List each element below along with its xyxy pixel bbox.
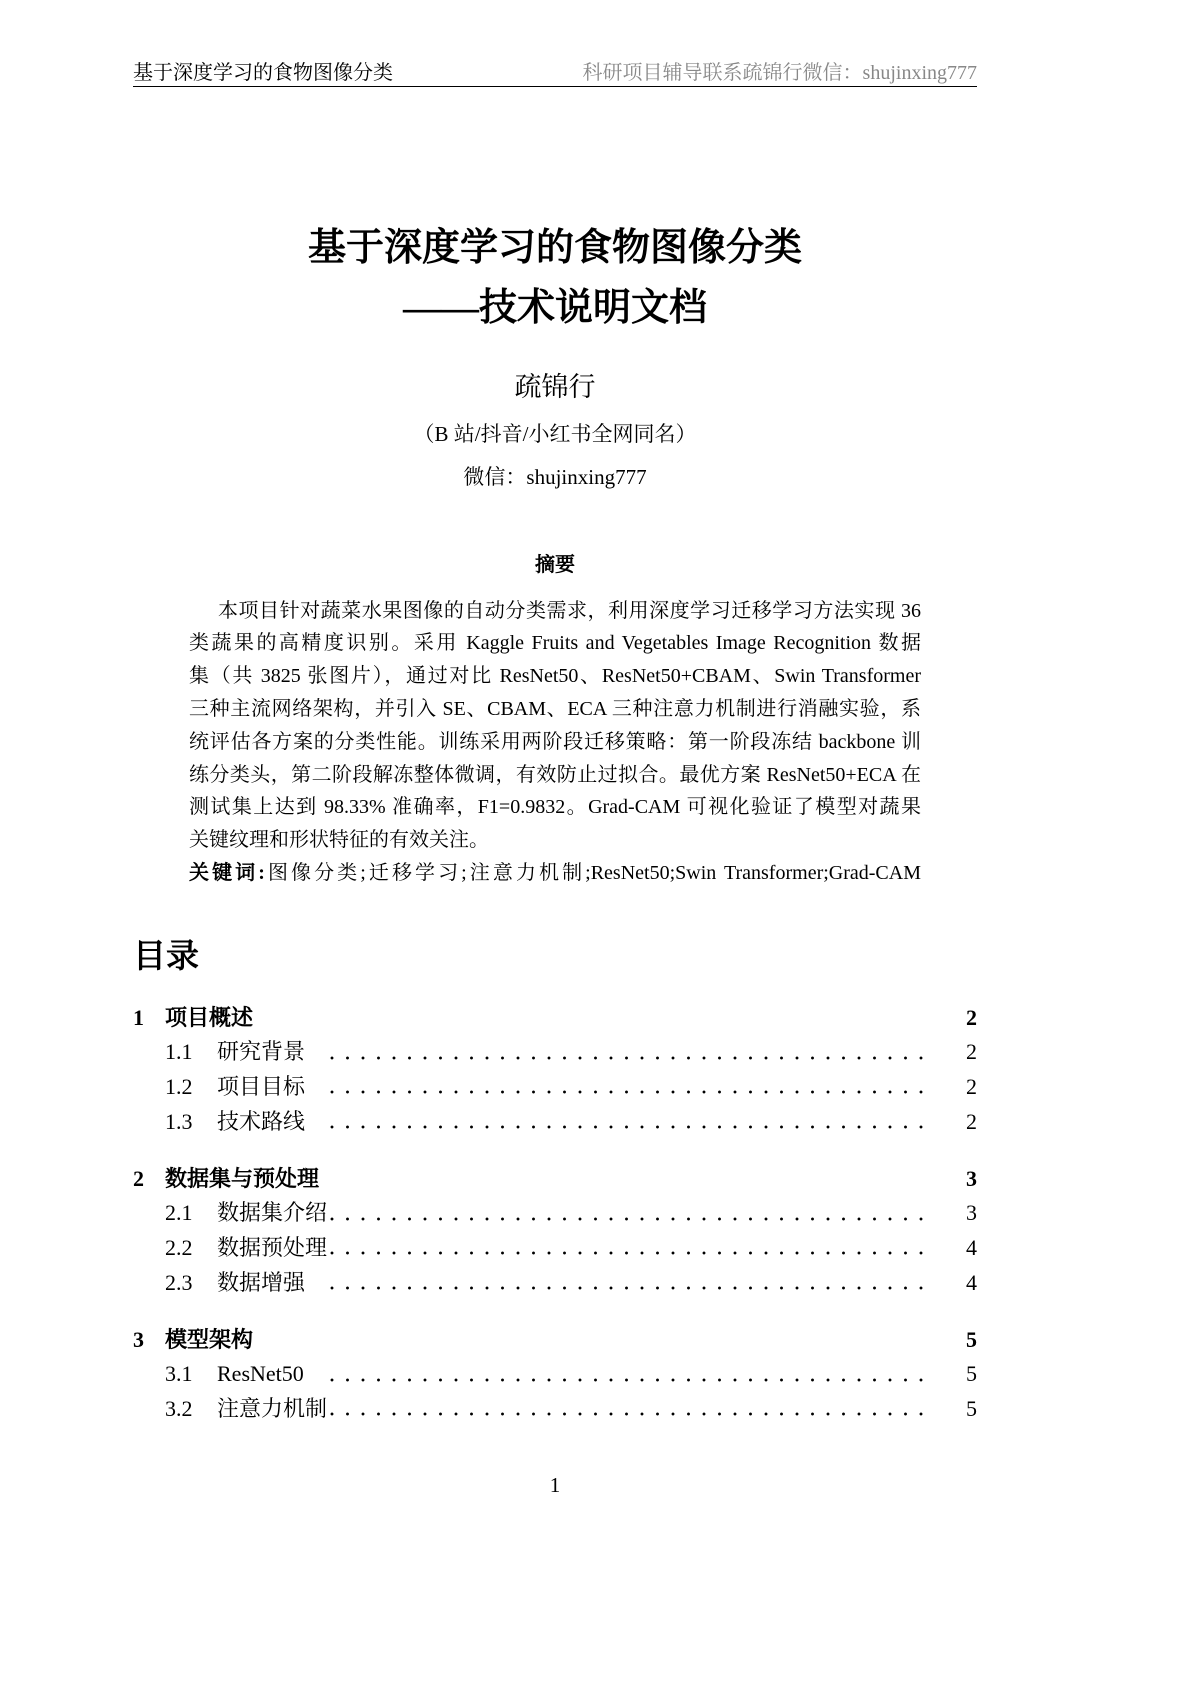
toc-entry-title: 数据增强: [217, 1269, 306, 1295]
toc-entry-subsection[interactable]: [133, 1392, 977, 1427]
toc-entry-title: 技术路线: [217, 1108, 306, 1134]
abstract-line: 本项目针对蔬菜水果图像的自动分类需求，利用深度学习迁移学习方法实现 36: [218, 599, 921, 622]
toc-entry-number: 3.2: [165, 1395, 193, 1421]
toc-entry-page: 2: [966, 1004, 977, 1030]
toc-entry-page: 3: [966, 1165, 977, 1191]
toc-entry-title: 数据集介绍: [217, 1200, 328, 1226]
toc-entry-title: ResNet50: [217, 1361, 304, 1387]
toc-dot-leader: [330, 1251, 935, 1255]
abstract-heading: 摘要: [535, 554, 575, 576]
toc-entry-title: 注意力机制: [217, 1395, 328, 1421]
toc-entry-number: 1: [133, 1004, 144, 1030]
abstract: [189, 595, 921, 890]
toc-entry-section[interactable]: [133, 1162, 977, 1197]
toc-entry-number: 2.2: [165, 1234, 193, 1260]
toc-entry-title: 数据预处理: [217, 1234, 328, 1260]
toc-entry-page: 5: [966, 1361, 977, 1387]
author-note: （B 站/抖音/小红书全网同名）: [413, 422, 697, 446]
toc-entry-title: 研究背景: [217, 1039, 306, 1065]
table-of-contents: [133, 1001, 977, 1427]
toc-dot-leader: [330, 1378, 935, 1382]
toc-entry-number: 3: [133, 1326, 144, 1352]
toc-entry-section[interactable]: [133, 1001, 977, 1036]
toc-entry-number: 1.3: [165, 1108, 193, 1134]
toc-entry-subsection[interactable]: [133, 1196, 977, 1231]
document-title: 基于深度学习的食物图像分类: [307, 227, 802, 269]
toc-section-group: [133, 1162, 977, 1301]
keywords-list: 图像分类;迁移学习;注意力机制;ResNet50;Swin Transformer;Grad-CAM: [264, 861, 921, 884]
running-header-title: 基于深度学习的食物图像分类: [133, 62, 393, 84]
toc-entry-subsection[interactable]: [133, 1035, 977, 1070]
toc-section-group: [133, 1323, 977, 1427]
toc-entry-page: 2: [966, 1108, 977, 1134]
toc-entry-number: 2: [133, 1165, 144, 1191]
author-name: 疏锦行: [514, 372, 596, 402]
toc-entry-title: 数据集与预处理: [165, 1165, 320, 1191]
toc-dot-leader: [330, 1286, 935, 1290]
toc-entry-number: 2.3: [165, 1269, 193, 1295]
abstract-line: 集（共 3825 张图片），通过对比 ResNet50、ResNet50+CBAM、Swin Transformer: [189, 665, 921, 688]
toc-entry-page: 2: [966, 1039, 977, 1065]
toc-entry-page: 5: [966, 1326, 977, 1352]
toc-dot-leader: [330, 1217, 935, 1221]
document-subtitle: ——技术说明文档: [402, 287, 707, 329]
toc-entry-title: 项目概述: [165, 1004, 254, 1030]
toc-entry-number: 3.1: [165, 1361, 193, 1387]
toc-heading: 目录: [133, 939, 199, 975]
toc-entry-title: 项目目标: [217, 1074, 306, 1100]
toc-entry-subsection[interactable]: [133, 1105, 977, 1140]
toc-entry-page: 4: [966, 1269, 977, 1295]
toc-entry-number: 2.1: [165, 1200, 193, 1226]
toc-entry-subsection[interactable]: [133, 1231, 977, 1266]
abstract-line: 练分类头，第二阶段解冻整体微调，有效防止过拟合。最优方案 ResNet50+ECA 在: [189, 763, 921, 786]
toc-entry-section[interactable]: [133, 1323, 977, 1358]
toc-entry-title: 模型架构: [165, 1326, 254, 1352]
running-header-contact: 科研项目辅导联系疏锦行微信：shujinxing777: [582, 62, 977, 84]
toc-dot-leader: [330, 1412, 935, 1416]
toc-entry-page: 2: [966, 1074, 977, 1100]
toc-entry-subsection[interactable]: [133, 1357, 977, 1392]
abstract-line: 测试集上达到 98.33% 准确率，F1=0.9832。Grad-CAM 可视化验证了模型对蔬果: [189, 796, 921, 819]
toc-entry-page: 3: [966, 1200, 977, 1226]
toc-dot-leader: [330, 1125, 935, 1129]
toc-entry-number: 1.2: [165, 1074, 193, 1100]
keywords-label: 关键词:: [189, 861, 265, 884]
toc-entry-subsection[interactable]: [133, 1266, 977, 1301]
header-rule: [133, 86, 977, 87]
toc-section-group: [133, 1001, 977, 1140]
toc-dot-leader: [330, 1056, 935, 1060]
toc-entry-page: 4: [966, 1234, 977, 1260]
abstract-line: 类蔬果的高精度识别。采用 Kaggle Fruits and Vegetables Image Recognition 数据: [189, 632, 921, 655]
keywords: [189, 857, 921, 890]
toc-entry-number: 1.1: [165, 1039, 193, 1065]
abstract-line: 统评估各方案的分类性能。训练采用两阶段迁移策略：第一阶段冻结 backbone 训: [189, 730, 921, 753]
toc-dot-leader: [330, 1090, 935, 1094]
author-wechat: 微信：shujinxing777: [463, 465, 647, 489]
abstract-line: 关键纹理和形状特征的有效关注。: [189, 829, 489, 852]
toc-entry-page: 5: [966, 1395, 977, 1421]
toc-entry-subsection[interactable]: [133, 1070, 977, 1105]
page-number: 1: [549, 1473, 561, 1497]
abstract-line: 三种主流网络架构，并引入 SE、CBAM、ECA 三种注意力机制进行消融实验，系: [189, 697, 921, 720]
